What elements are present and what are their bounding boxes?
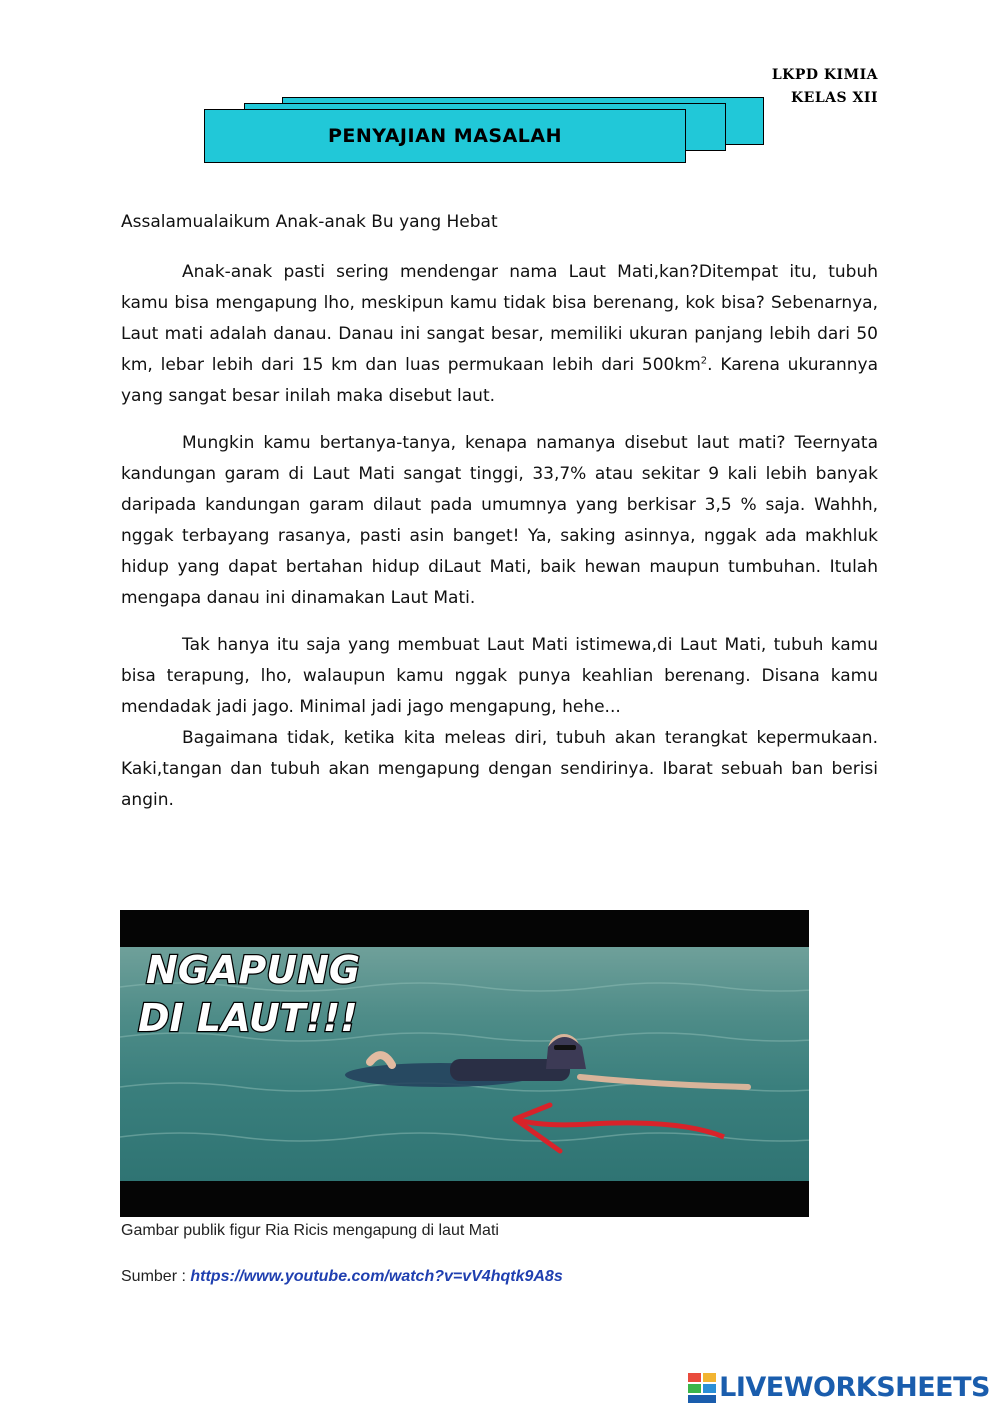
document-header xyxy=(772,64,878,110)
paragraph-1-main: Anak-anak pasti sering mendengar nama Laut Mati,kan?Ditempat itu, tubuh kamu bisa mengapung lho, meskipun kamu tidak bisa berenang, kok bisa? Sebenarnya, Laut mati adalah danau. Danau ini sangat besar, memiliki ukuran panjang lebih dari 50 km, lebar lebih dari 15 km dan luas permukaan lebih dari 500km xyxy=(121,262,878,375)
superscript-2: 2 xyxy=(700,355,708,367)
paragraph-1-end: . Karena ukurannya yang sangat besar inilah maka disebut laut. xyxy=(121,355,878,406)
header-subject: LKPD KIMIA xyxy=(771,67,878,83)
source-label: Sumber : xyxy=(121,1268,191,1285)
section-title-banner xyxy=(204,109,686,163)
photo-caption: Gambar publik figur Ria Ricis mengapung di laut Mati xyxy=(121,1222,499,1239)
source-link[interactable]: https://www.youtube.com/watch?v=vV4hqtk9A8s xyxy=(190,1268,563,1285)
paragraph-4: Bagaimana tidak, ketika kita meleas diri, tubuh akan terangkat kepermukaan. Kaki,tangan dan tubuh akan mengapung dengan sendirinya. Ibarat sebuah ban berisi angin. xyxy=(121,728,878,810)
watermark-text: LIVEWORKSHEETS xyxy=(719,1372,990,1403)
overlay-text-line1: NGAPUNG xyxy=(146,948,361,992)
section-title: PENYAJIAN MASALAH xyxy=(327,125,563,147)
liveworksheets-logo-icon xyxy=(688,1373,716,1403)
paragraph-3: Tak hanya itu saja yang membuat Laut Mati istimewa,di Laut Mati, tubuh kamu bisa terapung, lho, walaupun kamu nggak punya keahlian berenang. Disana kamu mendadak jadi jago. Minimal jadi jago mengapung, hehe... xyxy=(121,635,878,717)
greeting: Assalamualaikum Anak-anak Bu yang Hebat xyxy=(121,212,498,232)
sea-water xyxy=(120,947,809,1181)
paragraph-2: Mungkin kamu bertanya-tanya, kenapa namanya disebut laut mati? Teernyata kandungan garam di Laut Mati sangat tinggi, 33,7% atau sekitar 9 kali lebih banyak daripada kandungan garam dilaut pada umumnya yang berkisar 3,5 % saja. Wahhh, nggak terbayang rasanya, pasti asin banget! Ya, saking asinnya, nggak ada makhluk hidup yang dapat bertahan hidup diLaut Mati, baik hewan maupun tumbuhan. Itulah mengapa danau ini dinamakan Laut Mati. xyxy=(121,433,878,608)
source-line xyxy=(121,1268,563,1286)
liveworksheets-watermark xyxy=(688,1372,990,1403)
header-class: KELAS XII xyxy=(791,90,878,106)
problem-text xyxy=(121,207,878,816)
overlay-text-line2: DI LAUT!!! xyxy=(138,996,358,1040)
photo-illustration xyxy=(120,947,809,1181)
paragraph-1 xyxy=(121,257,878,412)
floating-person xyxy=(345,1034,748,1087)
dead-sea-photo xyxy=(120,910,809,1217)
